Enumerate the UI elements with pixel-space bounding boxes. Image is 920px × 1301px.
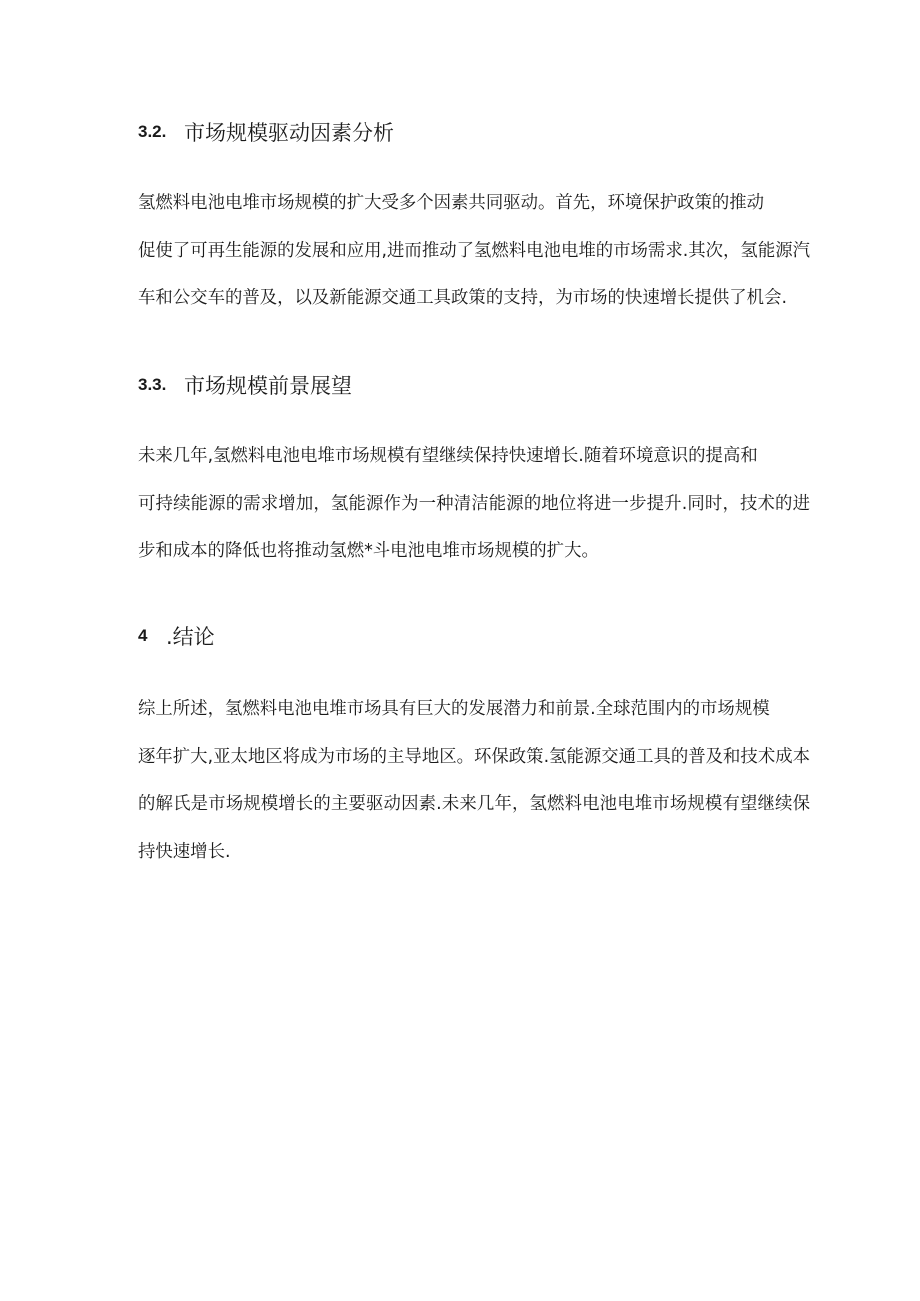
paragraph-line: 氢燃料电池电堆市场规模的扩大受多个因素共同驱动。首先，环境保护政策的推动	[138, 193, 765, 213]
paragraph-outlook	[138, 433, 810, 576]
section-number: 3.3.	[138, 375, 167, 394]
paragraph-line: 步和成本的降低也将推动氢燃*斗电池电堆市场规模的扩大。	[138, 541, 599, 561]
paragraph-line: 未来几年,氢燃料电池电堆市场规模有望继续保持快速增长.随着环境意识的提高和	[138, 446, 758, 466]
paragraph-line: 的解氏是市场规模增长的主要驱动因素.未来几年，氢燃料电池电堆市场规模有望继续保	[138, 794, 810, 814]
paragraph-line: 逐年扩大,亚太地区将成为市场的主导地区。环保政策.氢能源交通工具的普及和技术成本	[138, 746, 810, 767]
section-title: 市场规模驱动因素分析	[184, 121, 394, 145]
section-title: .结论	[166, 625, 215, 649]
paragraph-line: 持快速增长.	[138, 841, 231, 862]
paragraph-line: 可持续能源的需求增加，氢能源作为一种清洁能源的地位将进一步提升.同时，技术的进	[138, 493, 810, 514]
paragraph-line: 综上所述，氢燃料电池电堆市场具有巨大的发展潜力和前景.全球范围内的市场规模	[138, 699, 770, 719]
section-heading-4	[138, 616, 215, 656]
section-heading-3-3	[138, 365, 352, 405]
section-title: 市场规模前景展望	[184, 374, 352, 398]
paragraph-drivers	[138, 180, 810, 323]
section-heading-3-2	[138, 112, 394, 152]
section-number: 4	[138, 626, 148, 645]
section-number: 3.2.	[138, 122, 167, 141]
paragraph-line: 车和公交车的普及，以及新能源交通工具政策的支持，为市场的快速增长提供了机会.	[138, 288, 787, 308]
paragraph-conclusion	[138, 686, 810, 876]
paragraph-line: 促使了可再生能源的发展和应用,进而推动了氢燃料电池电堆的市场需求.其次，氢能源汽	[138, 240, 810, 261]
